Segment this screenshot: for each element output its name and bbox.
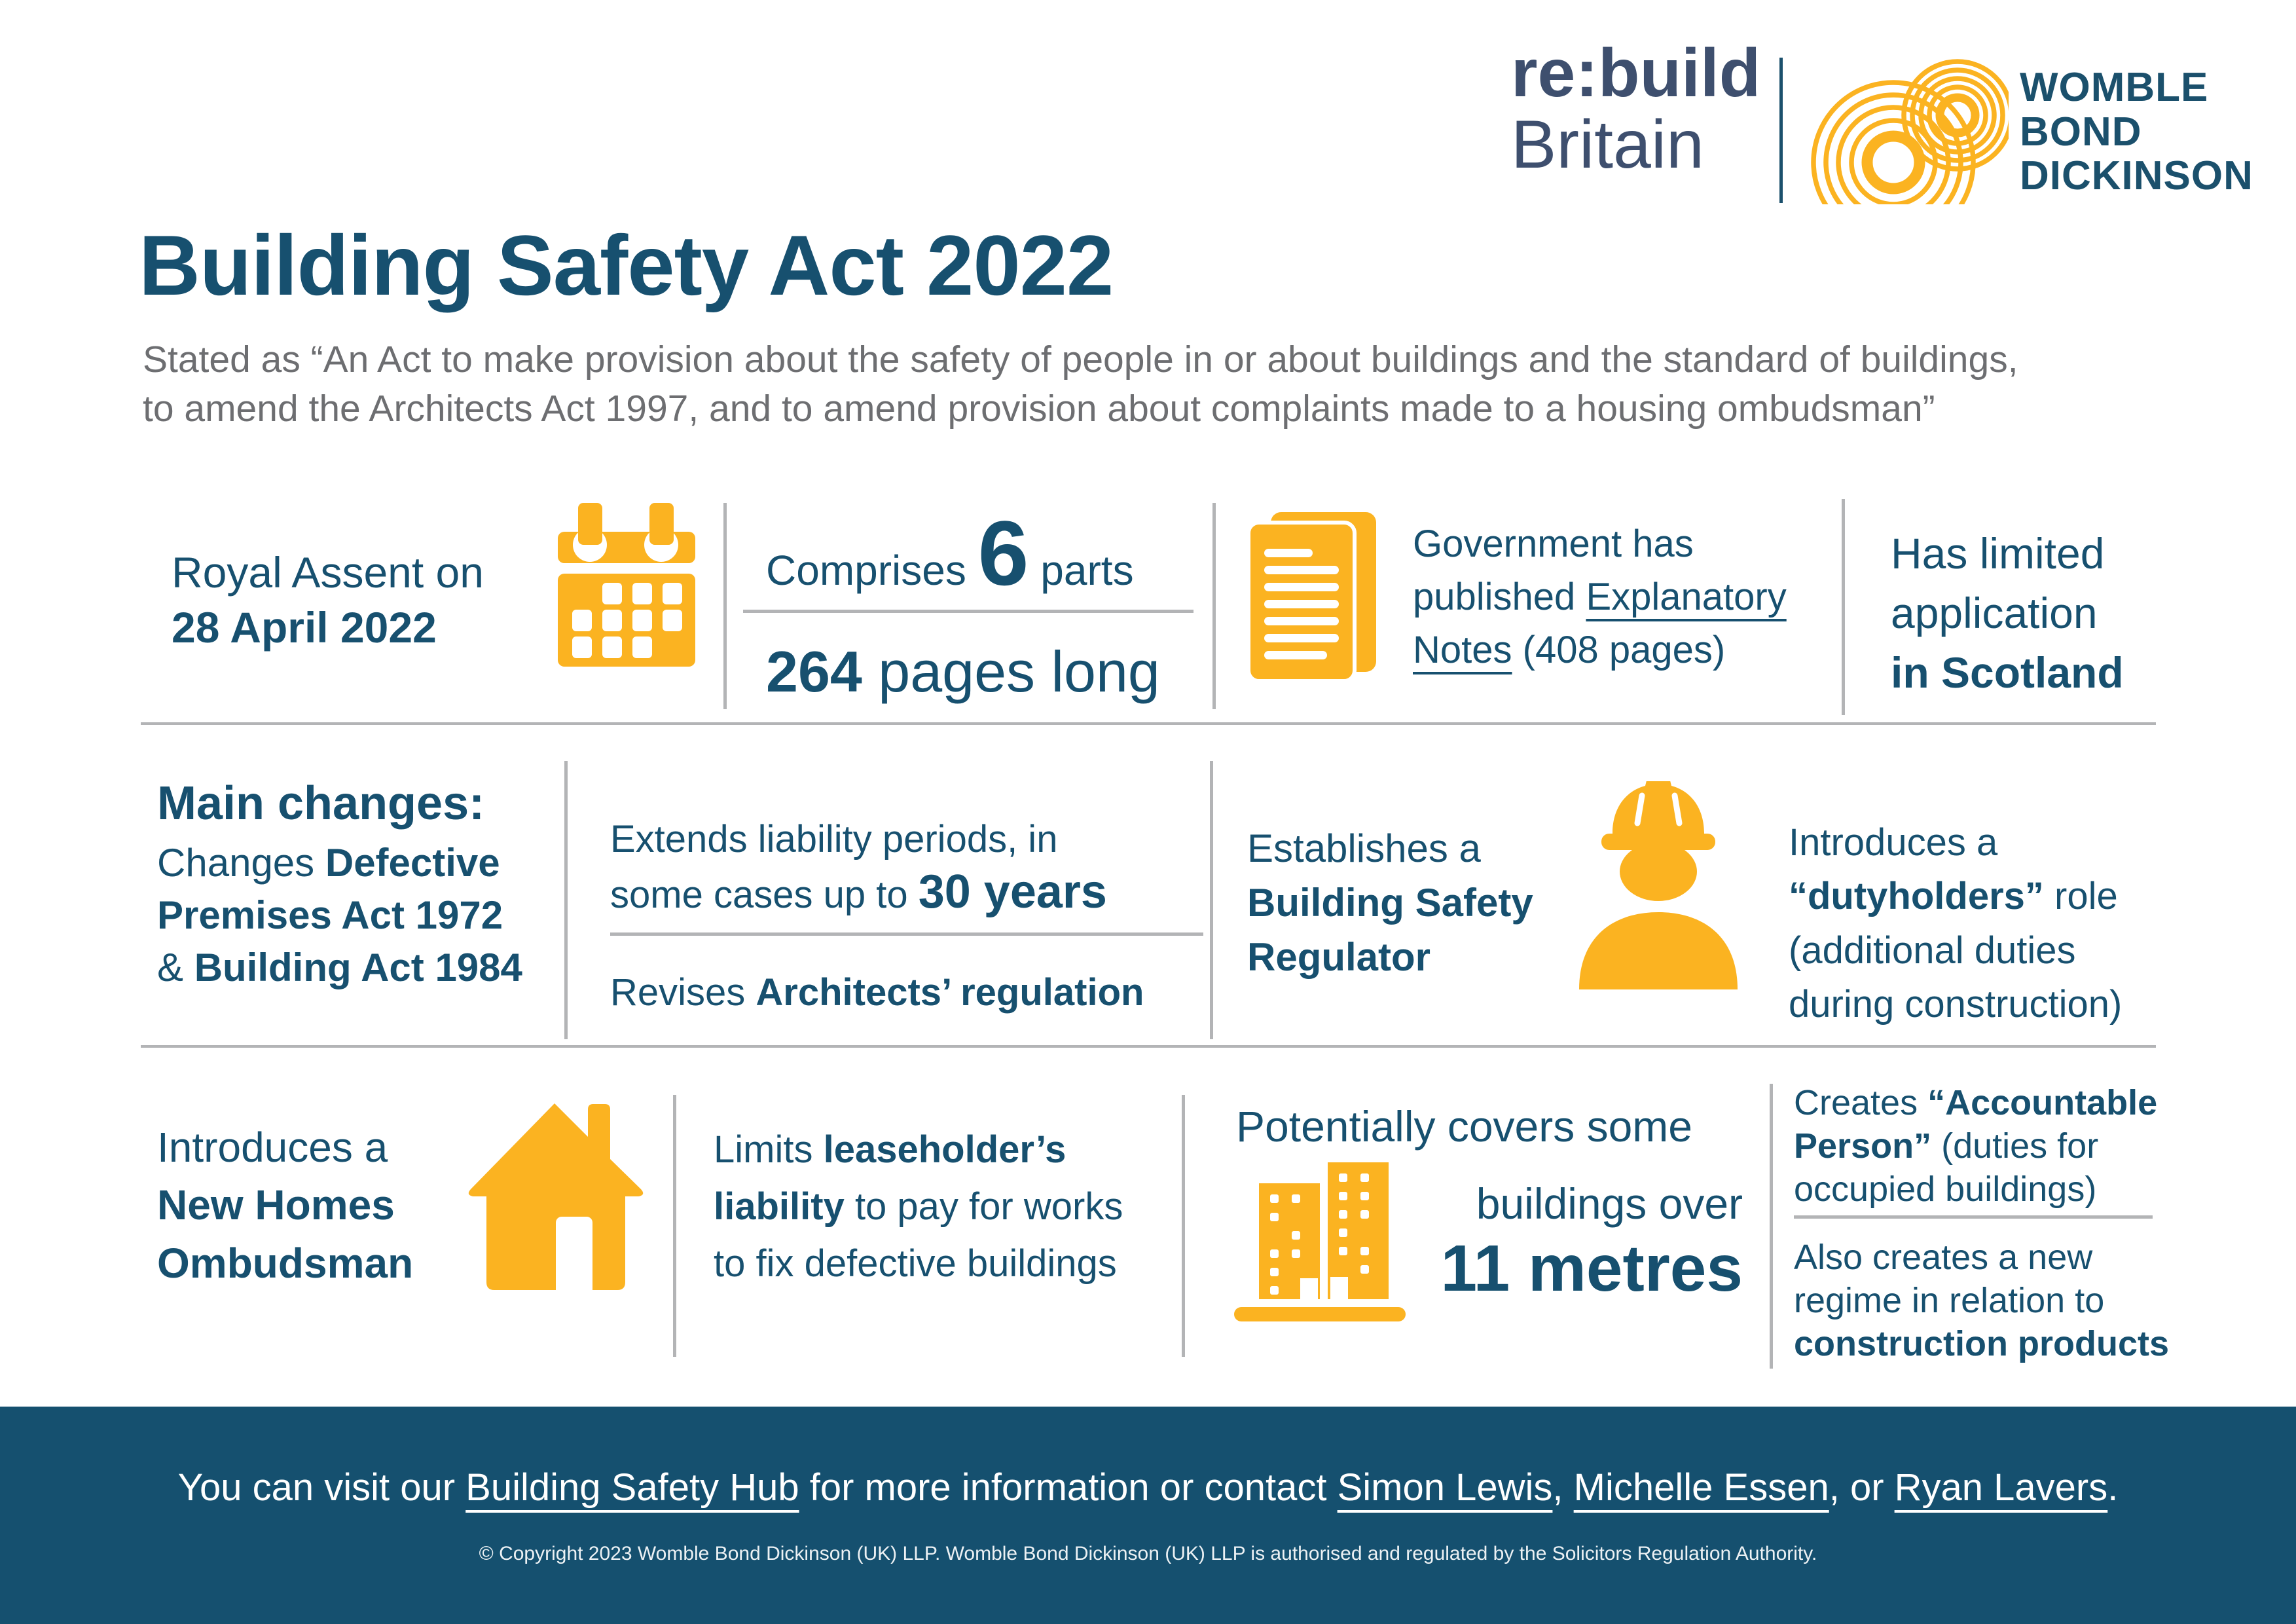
liability-line2-reg: some cases up to [610,874,919,916]
dutyholders-line4: during construction) [1789,983,2123,1026]
leaseholder-line2 [714,1178,1123,1235]
wbd-wordmark-line3: DICKINSON [2020,153,2253,199]
wbd-wordmark-line2: BOND [2020,109,2142,155]
products-line1: Also creates a new [1794,1238,2093,1277]
simon-lewis-link[interactable]: Simon Lewis [1337,1466,1553,1509]
row2-divider-1 [564,761,568,1039]
main-changes-line3-reg: & [157,945,194,989]
subtitle-line-2: to amend the Architects Act 1997, and to amend provision about complaints made to a housing ombudsman” [143,388,1935,430]
leaseholder-line1-bold: leaseholder’s [823,1128,1066,1171]
ombudsman-line3: Ombudsman [157,1239,414,1287]
notes-line2 [1413,570,1787,623]
liability-line2 [610,866,1107,918]
revises-text [610,970,1144,1014]
pages-long [766,639,1160,704]
parts-count: 6 [977,502,1029,604]
logo-divider [1779,58,1783,203]
liability-divider [610,932,1203,936]
wbd-wordmark [2020,65,2253,198]
michelle-essen-link[interactable]: Michelle Essen [1573,1466,1829,1509]
comprises-suffix: parts [1029,547,1134,594]
dutyholders-text [1789,816,2122,1031]
revises-bold: Architects’ regulation [756,971,1144,1014]
accountable-line1 [1794,1082,2157,1125]
leaseholder-line2-bold: liability [714,1185,845,1228]
accountable-line1-reg: Creates [1794,1083,1928,1122]
dutyholders-line1: Introduces a [1789,821,1998,864]
accountable-line2-reg: (duties for [1931,1126,2099,1166]
covers-line2: buildings over [1476,1179,1743,1228]
ombudsman-line2: New Homes [157,1181,395,1229]
covers-line1: Potentially covers some [1236,1102,1692,1151]
regulator-text [1247,822,1533,984]
accountable-line2-bold: Person” [1794,1126,1932,1166]
accountable-line2 [1794,1125,2157,1168]
parts-pages-divider [743,610,1194,613]
accountable-line3: occupied buildings) [1794,1169,2097,1209]
pages-suffix: pages long [862,639,1160,704]
royal-assent-line2: 28 April 2022 [172,603,437,652]
main-changes-heading: Main changes: [157,777,485,830]
row3-divider-3 [1770,1084,1773,1369]
leaseholder-text [714,1121,1123,1292]
regulator-line3: Regulator [1247,934,1431,979]
dutyholders-line3: (additional duties [1789,929,2076,972]
main-changes-line1-reg: Changes [157,841,325,885]
footer-copyright: © Copyright 2023 Womble Bond Dickinson (UK) LLP. Womble Bond Dickinson (UK) LLP is authorised and regulated by the Solicitors Regulation Authority. [479,1543,1817,1564]
revises-reg: Revises [610,971,756,1014]
footer-text-2: for more information or contact [799,1466,1338,1509]
row1-divider-3 [1842,499,1845,715]
main-changes-line1-bold: Defective [325,841,500,885]
products-line2: regime in relation to [1794,1280,2105,1320]
regulator-line1: Establishes a [1247,826,1481,870]
footer-band [0,1407,2296,1624]
buildings-icon [1234,1160,1406,1321]
footer-text-1: You can visit our [177,1466,466,1509]
notes-line2-text: published [1413,576,1586,619]
main-changes-line3 [157,942,522,994]
rebuild-logo-line1: re:build [1511,35,1761,111]
leaseholder-line1 [714,1121,1123,1178]
main-changes-line2: Premises Act 1972 [157,893,503,937]
scotland-line2: application [1891,589,2098,638]
products-line3: construction products [1794,1323,2170,1363]
house-icon [468,1101,644,1290]
dutyholders-line2 [1789,870,2122,923]
liability-line1: Extends liability periods, in [610,818,1058,860]
ombudsman-text [157,1118,413,1292]
subtitle [143,335,2018,434]
footer-text-5: . [2107,1466,2119,1509]
row-separator-2 [141,1045,2156,1048]
footer-text-4: , or [1829,1466,1895,1509]
building-safety-hub-link[interactable]: Building Safety Hub [465,1466,799,1509]
scotland-line3: in Scotland [1891,648,2124,697]
leaseholder-line3: to fix defective buildings [714,1242,1117,1285]
leaseholder-line1-reg: Limits [714,1128,824,1171]
dutyholders-bold: “dutyholders” [1789,875,2044,918]
regulator-line2: Building Safety [1247,880,1533,925]
rebuild-logo-line2: Britain [1511,107,1704,183]
scotland-text [1891,524,2124,703]
page-title: Building Safety Act 2022 [139,217,1114,313]
row1-divider-1 [723,503,727,709]
row3-divider-2 [1182,1095,1185,1357]
royal-assent-text [172,545,484,655]
scotland-line1: Has limited [1891,529,2105,578]
covers-line3: 11 metres [1440,1232,1743,1305]
calendar-icon [558,503,695,667]
notes-line3 [1413,623,1787,676]
accountable-text [1794,1082,2157,1211]
pages-count: 264 [766,639,862,704]
main-changes-line3-bold: Building Act 1984 [194,945,522,989]
main-changes-text [157,837,522,993]
notes-line3-text: (408 pages) [1512,629,1726,672]
comprises-prefix: Comprises [766,547,978,594]
construction-worker-icon [1576,781,1740,989]
leaseholder-line2-reg: to pay for works [844,1185,1123,1228]
explanatory-notes-link-part2[interactable]: Notes [1413,629,1512,672]
comprises-parts [766,502,1134,604]
wbd-rings-logo [1808,47,2009,204]
dutyholders-role: role [2043,875,2118,918]
explanatory-notes-text [1413,517,1787,677]
row3-divider-1 [673,1095,676,1357]
row-separator-1 [141,722,2156,725]
row2-divider-2 [1210,761,1213,1039]
footer-contact-line [0,1466,2296,1509]
explanatory-notes-link-part1[interactable]: Explanatory [1586,576,1787,619]
footer-text-3: , [1552,1466,1574,1509]
rebuild-britain-logo [1511,35,1761,183]
royal-assent-line1: Royal Assent on [172,548,484,597]
row1-divider-2 [1212,503,1216,709]
liability-line2-bold: 30 years [918,866,1107,918]
accountable-line1-bold: “Accountable [1927,1083,2158,1122]
subtitle-line-1: Stated as “An Act to make provision about the safety of people in or about buildings and the standard of buildings, [143,339,2018,380]
construction-products-text [1794,1236,2169,1366]
notes-line1: Government has [1413,523,1694,565]
ombudsman-line1: Introduces a [157,1124,388,1171]
document-icon [1248,512,1376,681]
wbd-wordmark-line1: WOMBLE [2020,65,2209,110]
accountable-divider [1794,1215,2153,1219]
main-changes-line1 [157,837,522,889]
ryan-lavers-link[interactable]: Ryan Lavers [1894,1466,2108,1509]
